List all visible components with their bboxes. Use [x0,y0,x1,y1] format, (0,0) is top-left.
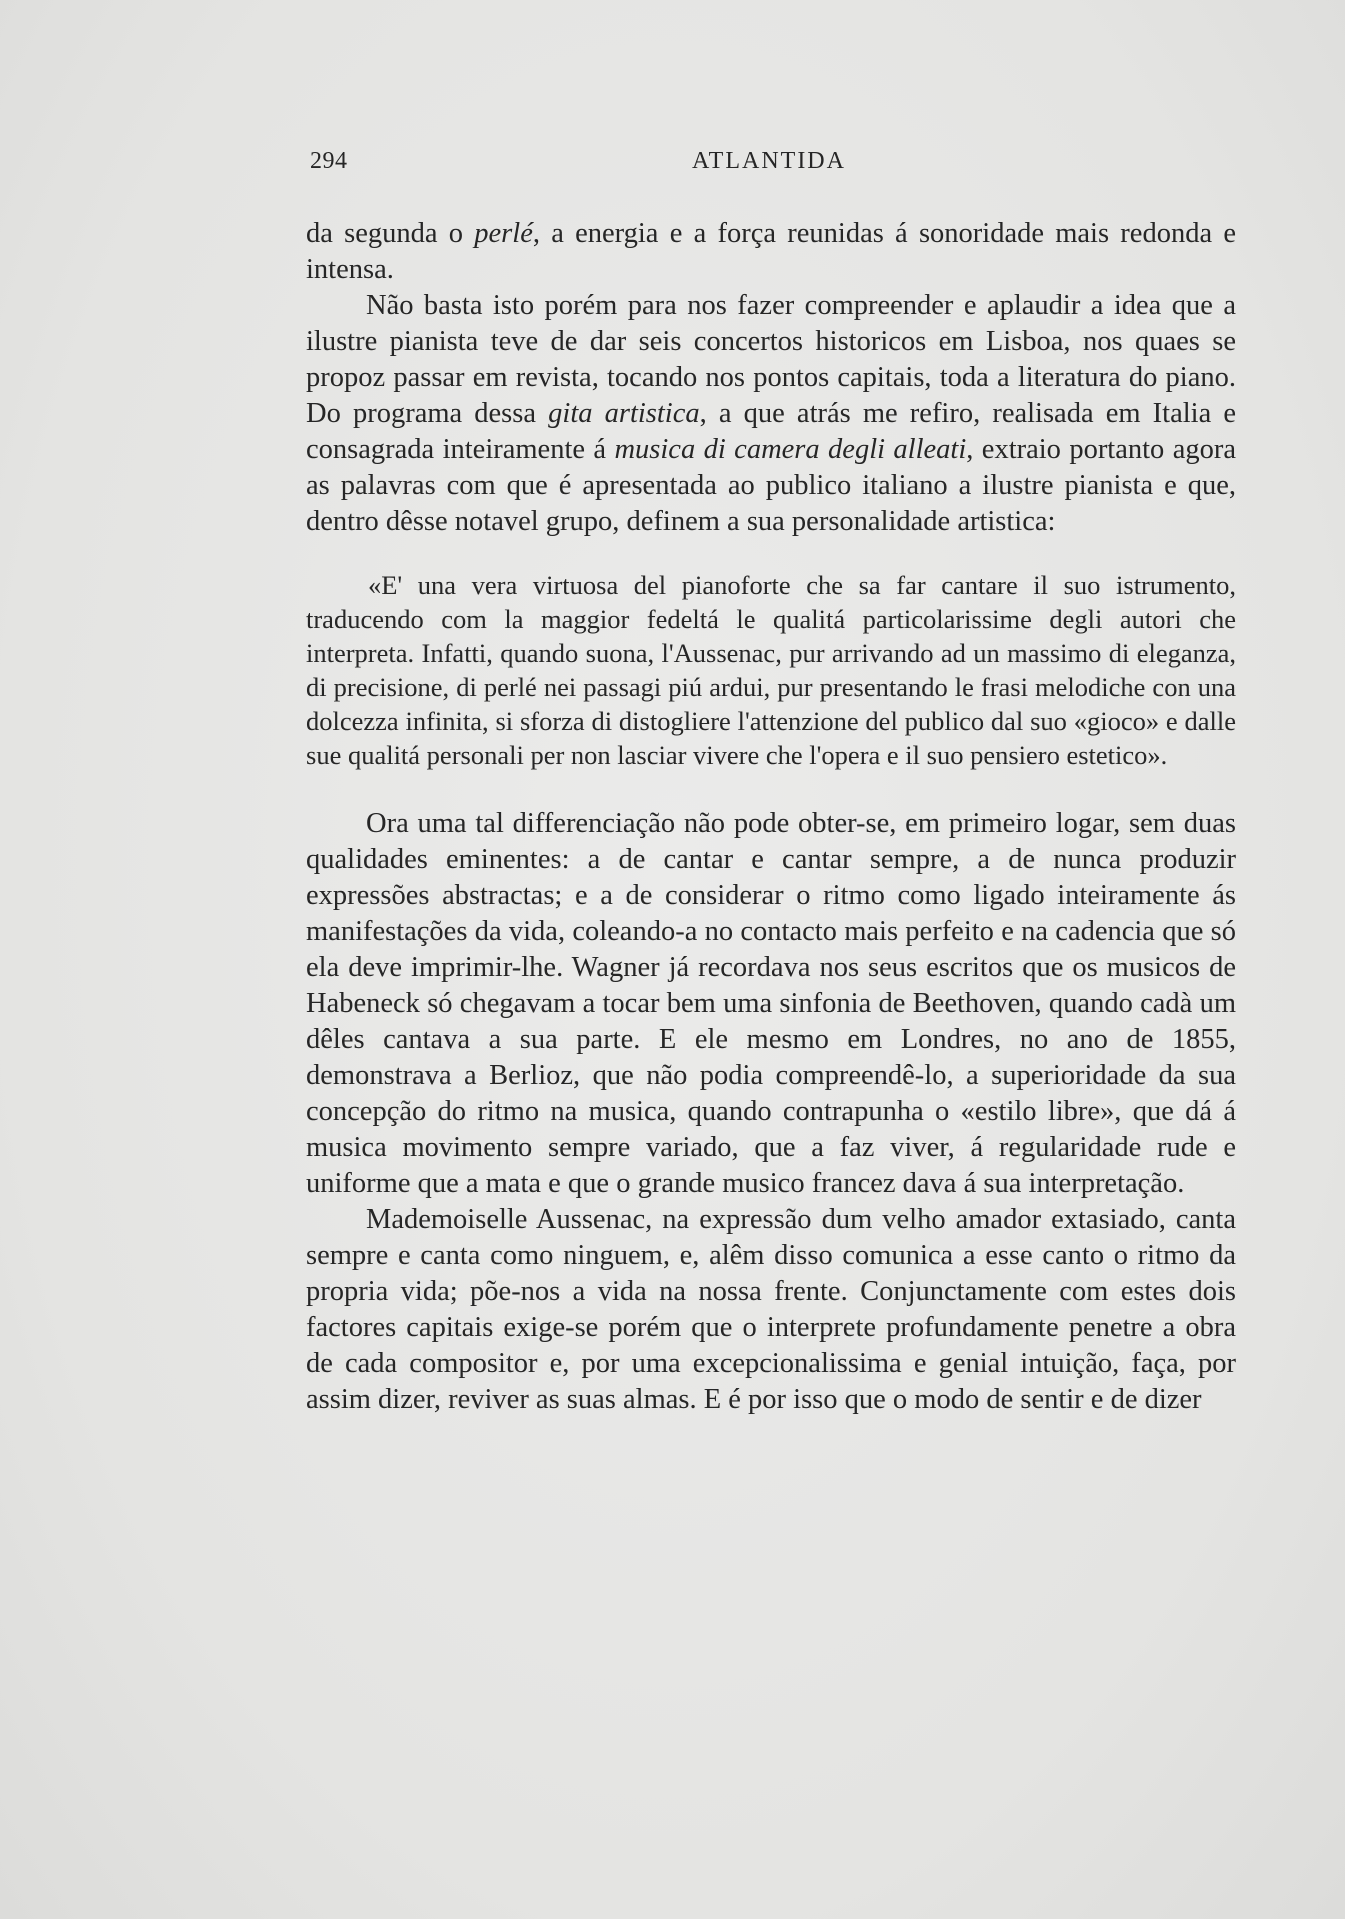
page-number: 294 [310,148,348,174]
page-header [310,148,1228,178]
block-quote: «E' una vera virtuosa del pianoforte che sa far cantare il suo istrumento, traducendo com la maggior fedeltá le qualitá particolarissime degli autori che interpreta. Infatti, quando suona, l'Aussenac, pur arrivando ad un massimo di eleganza, di precisione, di perlé nei passagi piú ardui, pur presentando le frasi melodiche con una dolcezza infinita, si sforza di distogliere l'attenzione del publico dal suo «gioco» e dalle sue qualitá personali per non lasciar vivere che l'opera e il suo pensiero estetico». [306,570,1236,770]
italic-perle: perlé [474,218,533,249]
paragraph-2-part-b: , a que atrás me refiro, realisada em Italia e consagrada inteiramente á [306,398,1236,465]
paragraph-1: da segunda o perlé, a energia e a força reunidas á sonoridade mais redonda e intensa. [306,218,1236,285]
paragraph-4: Mademoiselle Aussenac, na expressão dum velho amador extasiado, canta sempre e canta como ninguem, e, alêm disso comunica a esse canto o ritmo da propria vida; põe-nos a vida na nossa frente. Conjunctamente com estes dois factores capitais exige-se porém que o interprete profundamente penetre a obra de cada compositor e, por uma excepcionalissima e genial intuição, faça, por assim dizer, reviver as suas almas. E é por isso que o modo de sentir e de dizer [306,1204,1236,1415]
italic-musica-di-camera: musica di camera degli alleati [614,434,967,465]
paragraph-2-part-a: Não basta isto porém para nos fazer compreender e aplaudir a idea que a ilustre pianista teve de dar seis concertos historicos em Lisboa, nos quaes se propoz passar em revista, tocando nos pontos capitais, toda a literatura do piano. Do programa dessa [306,290,1236,429]
paragraph-3: Ora uma tal differenciação não pode obter-se, em primeiro logar, sem duas qualidades eminentes: a de cantar e cantar sempre, a de nunca produzir expressões abstractas; e a de considerar o ritmo como ligado inteiramente ás manifestações da vida, coleando-a no contacto mais perfeito e na cadencia que só ela deve imprimir-lhe. Wagner já recordava nos seus escritos que os musicos de Habeneck só chegavam a tocar bem uma sinfonia de Beethoven, quando cadà um dêles cantava a sua parte. E ele mesmo em Londres, no ano de 1855, demonstrava a Berlioz, que não podia compreendê-lo, a superioridade da sua concepção do ritmo na musica, quando contrapunha o «estilo libre», que dá á musica movimento sempre variado, que a faz viver, á regularidade rude e uniforme que a mata e que o grande musico francez dava á sua interpretação. [306,808,1236,1199]
paragraph-2-part-c: , extraio portanto agora as palavras com que é apresentada ao publico italiano a ilustre pianista e que, dentro dêsse notavel grupo, definem a sua personalidade artistica: [306,434,1236,537]
running-title: ATLANTIDA [692,148,846,174]
body-text [306,216,1236,1418]
paragraph-2 [306,288,1236,540]
italic-gita-artistica: gita artistica [548,398,700,429]
